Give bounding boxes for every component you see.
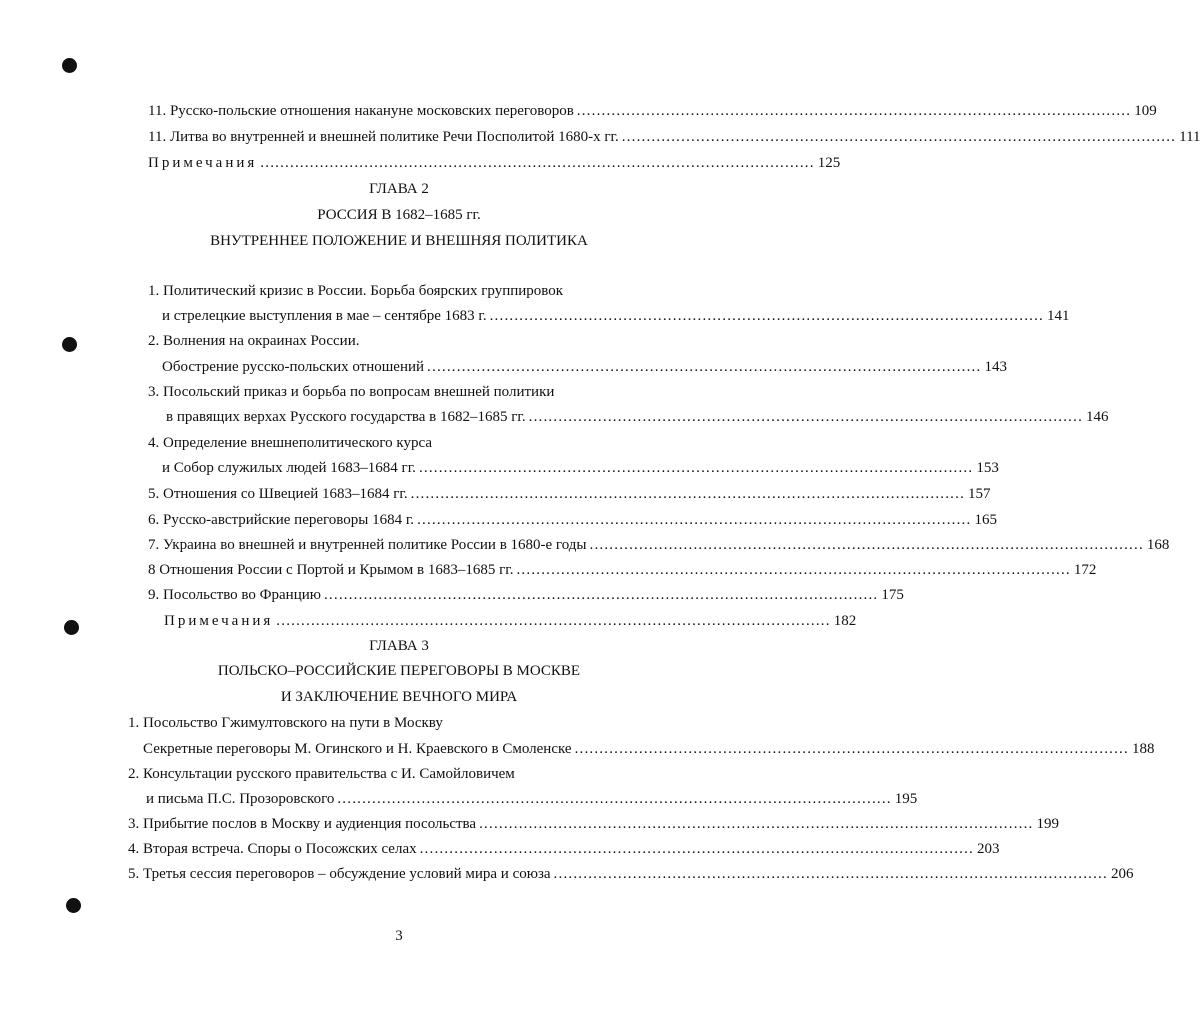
- toc-entry-label: 6. Русско-австрийские переговоры 1684 г.: [148, 512, 415, 528]
- chapter-title: ПОЛЬСКО–РОССИЙСКИЕ ПЕРЕГОВОРЫ В МОСКВЕ: [217, 663, 581, 679]
- toc-leader: ................................................................................................................: [337, 791, 892, 807]
- chapter-title: РОССИЯ В 1682–1685 гг.: [317, 207, 481, 223]
- toc-entry-page: 143: [984, 359, 1007, 375]
- toc-entry-page: 199: [1036, 816, 1059, 832]
- toc-entry: [146, 789, 918, 809]
- toc-leader: ................................................................................................................: [410, 486, 966, 502]
- toc-entry-label: 8 Отношения России с Портой и Крымом в 1683–1685 гг.: [148, 562, 514, 578]
- toc-entry: [148, 127, 1201, 147]
- toc-entry-label: 9. Посольство во Францию: [148, 587, 321, 603]
- toc-entry-label: Примечания: [164, 613, 274, 629]
- toc-entry-page: 165: [974, 512, 997, 528]
- toc-entry-label: 5. Отношения со Швецией 1683–1684 гг.: [148, 486, 408, 502]
- toc-leader: ................................................................................................................: [553, 866, 1108, 882]
- toc-entry-page: 125: [817, 155, 841, 171]
- toc-entry-page: 188: [1131, 741, 1155, 757]
- toc-entry-label: Секретные переговоры М. Огинского и Н. Краевского в Смоленске: [143, 741, 572, 757]
- toc-entry-page: 146: [1086, 409, 1109, 425]
- toc-entry-page: 206: [1110, 866, 1134, 882]
- toc-leader: ................................................................................................................: [489, 308, 1045, 324]
- toc-entry-line1: 3. Посольский приказ и борьба по вопросам внешней политики: [148, 384, 555, 400]
- chapter-subtitle: ВНУТРЕННЕЕ ПОЛОЖЕНИЕ И ВНЕШНЯЯ ПОЛИТИКА: [210, 233, 588, 249]
- punch-hole: [64, 620, 79, 635]
- toc-entry: [148, 560, 1097, 580]
- toc-entry: [148, 535, 1170, 555]
- toc-entry: [128, 814, 1059, 834]
- toc-entry-page: 109: [1134, 103, 1157, 119]
- toc-entry-label: и стрелецкие выступления в мае – сентябре 1683 г.: [162, 308, 487, 324]
- toc-entry-line1: 1. Политический кризис в России. Борьба боярских группировок: [148, 283, 564, 299]
- toc-entry: [166, 407, 1109, 427]
- toc-leader: ................................................................................................................: [516, 562, 1071, 578]
- toc-entry-page: 111: [1179, 129, 1201, 145]
- toc-entry: [143, 739, 1155, 759]
- punch-hole: [62, 58, 77, 73]
- chapter-heading: ГЛАВА 2: [369, 181, 429, 197]
- toc-entry-page: 153: [976, 460, 999, 476]
- toc-entry-line1: 2. Консультации русского правительства с И. Самойловичем: [128, 766, 515, 782]
- toc-entry: [128, 864, 1134, 884]
- toc-leader: ................................................................................................................: [621, 129, 1177, 145]
- chapter-subtitle: И ЗАКЛЮЧЕНИЕ ВЕЧНОГО МИРА: [280, 689, 518, 705]
- toc-entry: [162, 458, 999, 478]
- toc-entry-notes: [164, 611, 857, 631]
- toc-entry: [148, 585, 904, 605]
- chapter-heading: ГЛАВА 3: [369, 638, 429, 654]
- punch-hole: [62, 337, 77, 352]
- toc-entry: [162, 357, 1007, 377]
- toc-leader: ................................................................................................................: [427, 359, 982, 375]
- toc-entry-label: 7. Украина во внешней и внутренней политике России в 1680-е годы: [148, 537, 587, 553]
- toc-entry-page: 203: [977, 841, 1000, 857]
- toc-leader: ................................................................................................................: [276, 613, 831, 629]
- toc-entry-label: 3. Прибытие послов в Москву и аудиенция посольства: [128, 816, 477, 832]
- toc-entry-label: Примечания: [148, 155, 258, 171]
- toc-entry-label: в правящих верхах Русского государства в 1682–1685 гг.: [166, 409, 526, 425]
- toc-entry: [148, 484, 991, 504]
- toc-entry-label: 5. Третья сессия переговоров – обсуждение условий мира и союза: [128, 866, 551, 882]
- page-number: 3: [395, 928, 403, 944]
- toc-leader: ................................................................................................................: [479, 816, 1034, 832]
- toc-leader: ................................................................................................................: [589, 537, 1144, 553]
- toc-entry-line1: 1. Посольство Гжимултовского на пути в Москву: [128, 715, 443, 731]
- toc-entry-page: 175: [881, 587, 904, 603]
- toc-entry-label: и Собор служилых людей 1683–1684 гг.: [162, 460, 416, 476]
- toc-entry-page: 157: [968, 486, 991, 502]
- toc-entry: [148, 101, 1157, 121]
- toc-entry-page: 172: [1073, 562, 1097, 578]
- toc-leader: ................................................................................................................: [419, 841, 975, 857]
- toc-entry-page: 141: [1047, 308, 1070, 324]
- toc-leader: ................................................................................................................: [574, 741, 1129, 757]
- toc-entry: [162, 306, 1070, 326]
- toc-entry-page: 195: [894, 791, 918, 807]
- toc-leader: ................................................................................................................: [323, 587, 879, 603]
- toc-entry-label: 11. Литва во внутренней и внешней политике Речи Посполитой 1680-х гг.: [148, 129, 619, 145]
- toc-entry-label: 4. Вторая встреча. Споры о Посожских селах: [128, 841, 417, 857]
- toc-entry-label: 11. Русско-польские отношения накануне московских переговоров: [148, 103, 574, 119]
- toc-entry-page: 182: [833, 613, 857, 629]
- toc-leader: ................................................................................................................: [576, 103, 1132, 119]
- toc-entry: [128, 839, 1000, 859]
- punch-hole: [66, 898, 81, 913]
- toc-entry-line1: 2. Волнения на окраинах России.: [148, 333, 360, 349]
- toc-entry: [148, 510, 997, 530]
- toc-leader: ................................................................................................................: [528, 409, 1084, 425]
- toc-entry-line1: 4. Определение внешнеполитического курса: [148, 435, 433, 451]
- toc-entry-label: и письма П.С. Прозоровского: [146, 791, 335, 807]
- toc-leader: ................................................................................................................: [260, 155, 815, 171]
- toc-leader: ................................................................................................................: [418, 460, 974, 476]
- toc-entry-notes: [148, 153, 841, 173]
- toc-entry-label: Обострение русско-польских отношений: [162, 359, 425, 375]
- toc-entry-page: 168: [1146, 537, 1170, 553]
- toc-leader: ................................................................................................................: [417, 512, 972, 528]
